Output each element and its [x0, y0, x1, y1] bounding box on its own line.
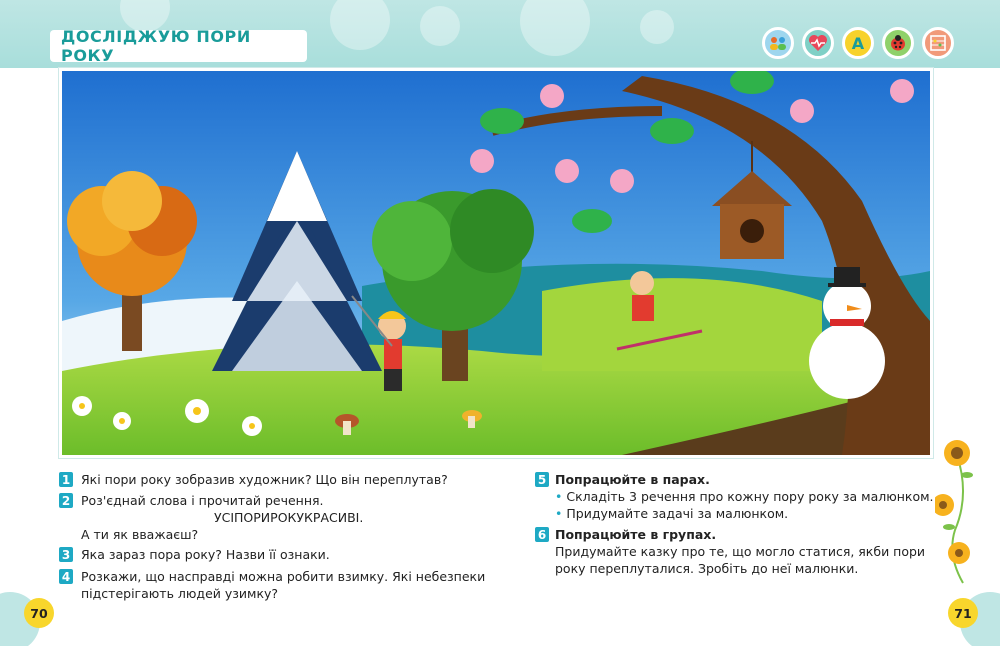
bullet-icon: •	[555, 489, 563, 504]
abacus-icon	[922, 27, 954, 59]
task-number-6: 6	[535, 527, 549, 542]
task-5-bullet-1-text: Складіть 3 речення про кожну пору року за малюнком.	[566, 489, 934, 504]
decor-bubble	[640, 10, 674, 44]
task-number-3: 3	[59, 547, 73, 562]
task-6-line-1: Придумайте казку про те, що могло статися, якби пори	[555, 544, 926, 559]
task-6-title: Попрацюйте в групах.	[555, 527, 717, 542]
flower-decoration	[935, 435, 985, 585]
people-icon	[762, 27, 794, 59]
letter-a-icon	[842, 27, 874, 59]
decor-bubble	[330, 0, 390, 50]
page-title: ДОСЛІДЖУЮ ПОРИ РОКУ	[61, 27, 251, 65]
right-page-number: 71	[948, 598, 978, 628]
task-3-text: Яка зараз пора року? Назви її ознаки.	[81, 547, 330, 562]
task-5-title: Попрацюйте в парах.	[555, 472, 710, 487]
task-5-bullet-1	[555, 488, 934, 505]
seasons-illustration	[59, 68, 933, 458]
ladybug-icon	[882, 27, 914, 59]
task-1-text: Які пори року зобразив художник? Що він переплутав?	[81, 472, 448, 487]
seasons-scene-svg	[62, 71, 930, 455]
task-number-1: 1	[59, 472, 73, 487]
task-number-2: 2	[59, 493, 73, 508]
task-5-bullet-2-text: Придумайте задачі за малюнком.	[566, 506, 789, 521]
task-number-5: 5	[535, 472, 549, 487]
decor-bubble	[520, 0, 590, 56]
left-page-number: 70	[24, 598, 54, 628]
task-4-line-1: Розкажи, що насправді можна робити взимку. Які небезпеки	[81, 569, 486, 584]
task-4-line-2: підстерігають людей узимку?	[81, 586, 279, 601]
decor-bubble	[420, 6, 460, 46]
bullet-icon: •	[555, 506, 563, 521]
task-number-4: 4	[59, 569, 73, 584]
task-6-line-2: року переплуталися. Зробіть до неї малюнки.	[555, 561, 859, 576]
svg-text:A: A	[851, 34, 865, 52]
section-icons	[762, 27, 954, 59]
task-2-follow: А ти як вважаєш?	[81, 527, 199, 542]
task-2-puzzle: УСІПОРИРОКУКРАСИВІ.	[214, 510, 364, 525]
page-title-box	[50, 27, 307, 65]
heart-icon	[802, 27, 834, 59]
task-2-text: Роз'єднай слова і прочитай речення.	[81, 493, 324, 508]
task-5-bullet-2	[555, 505, 788, 522]
